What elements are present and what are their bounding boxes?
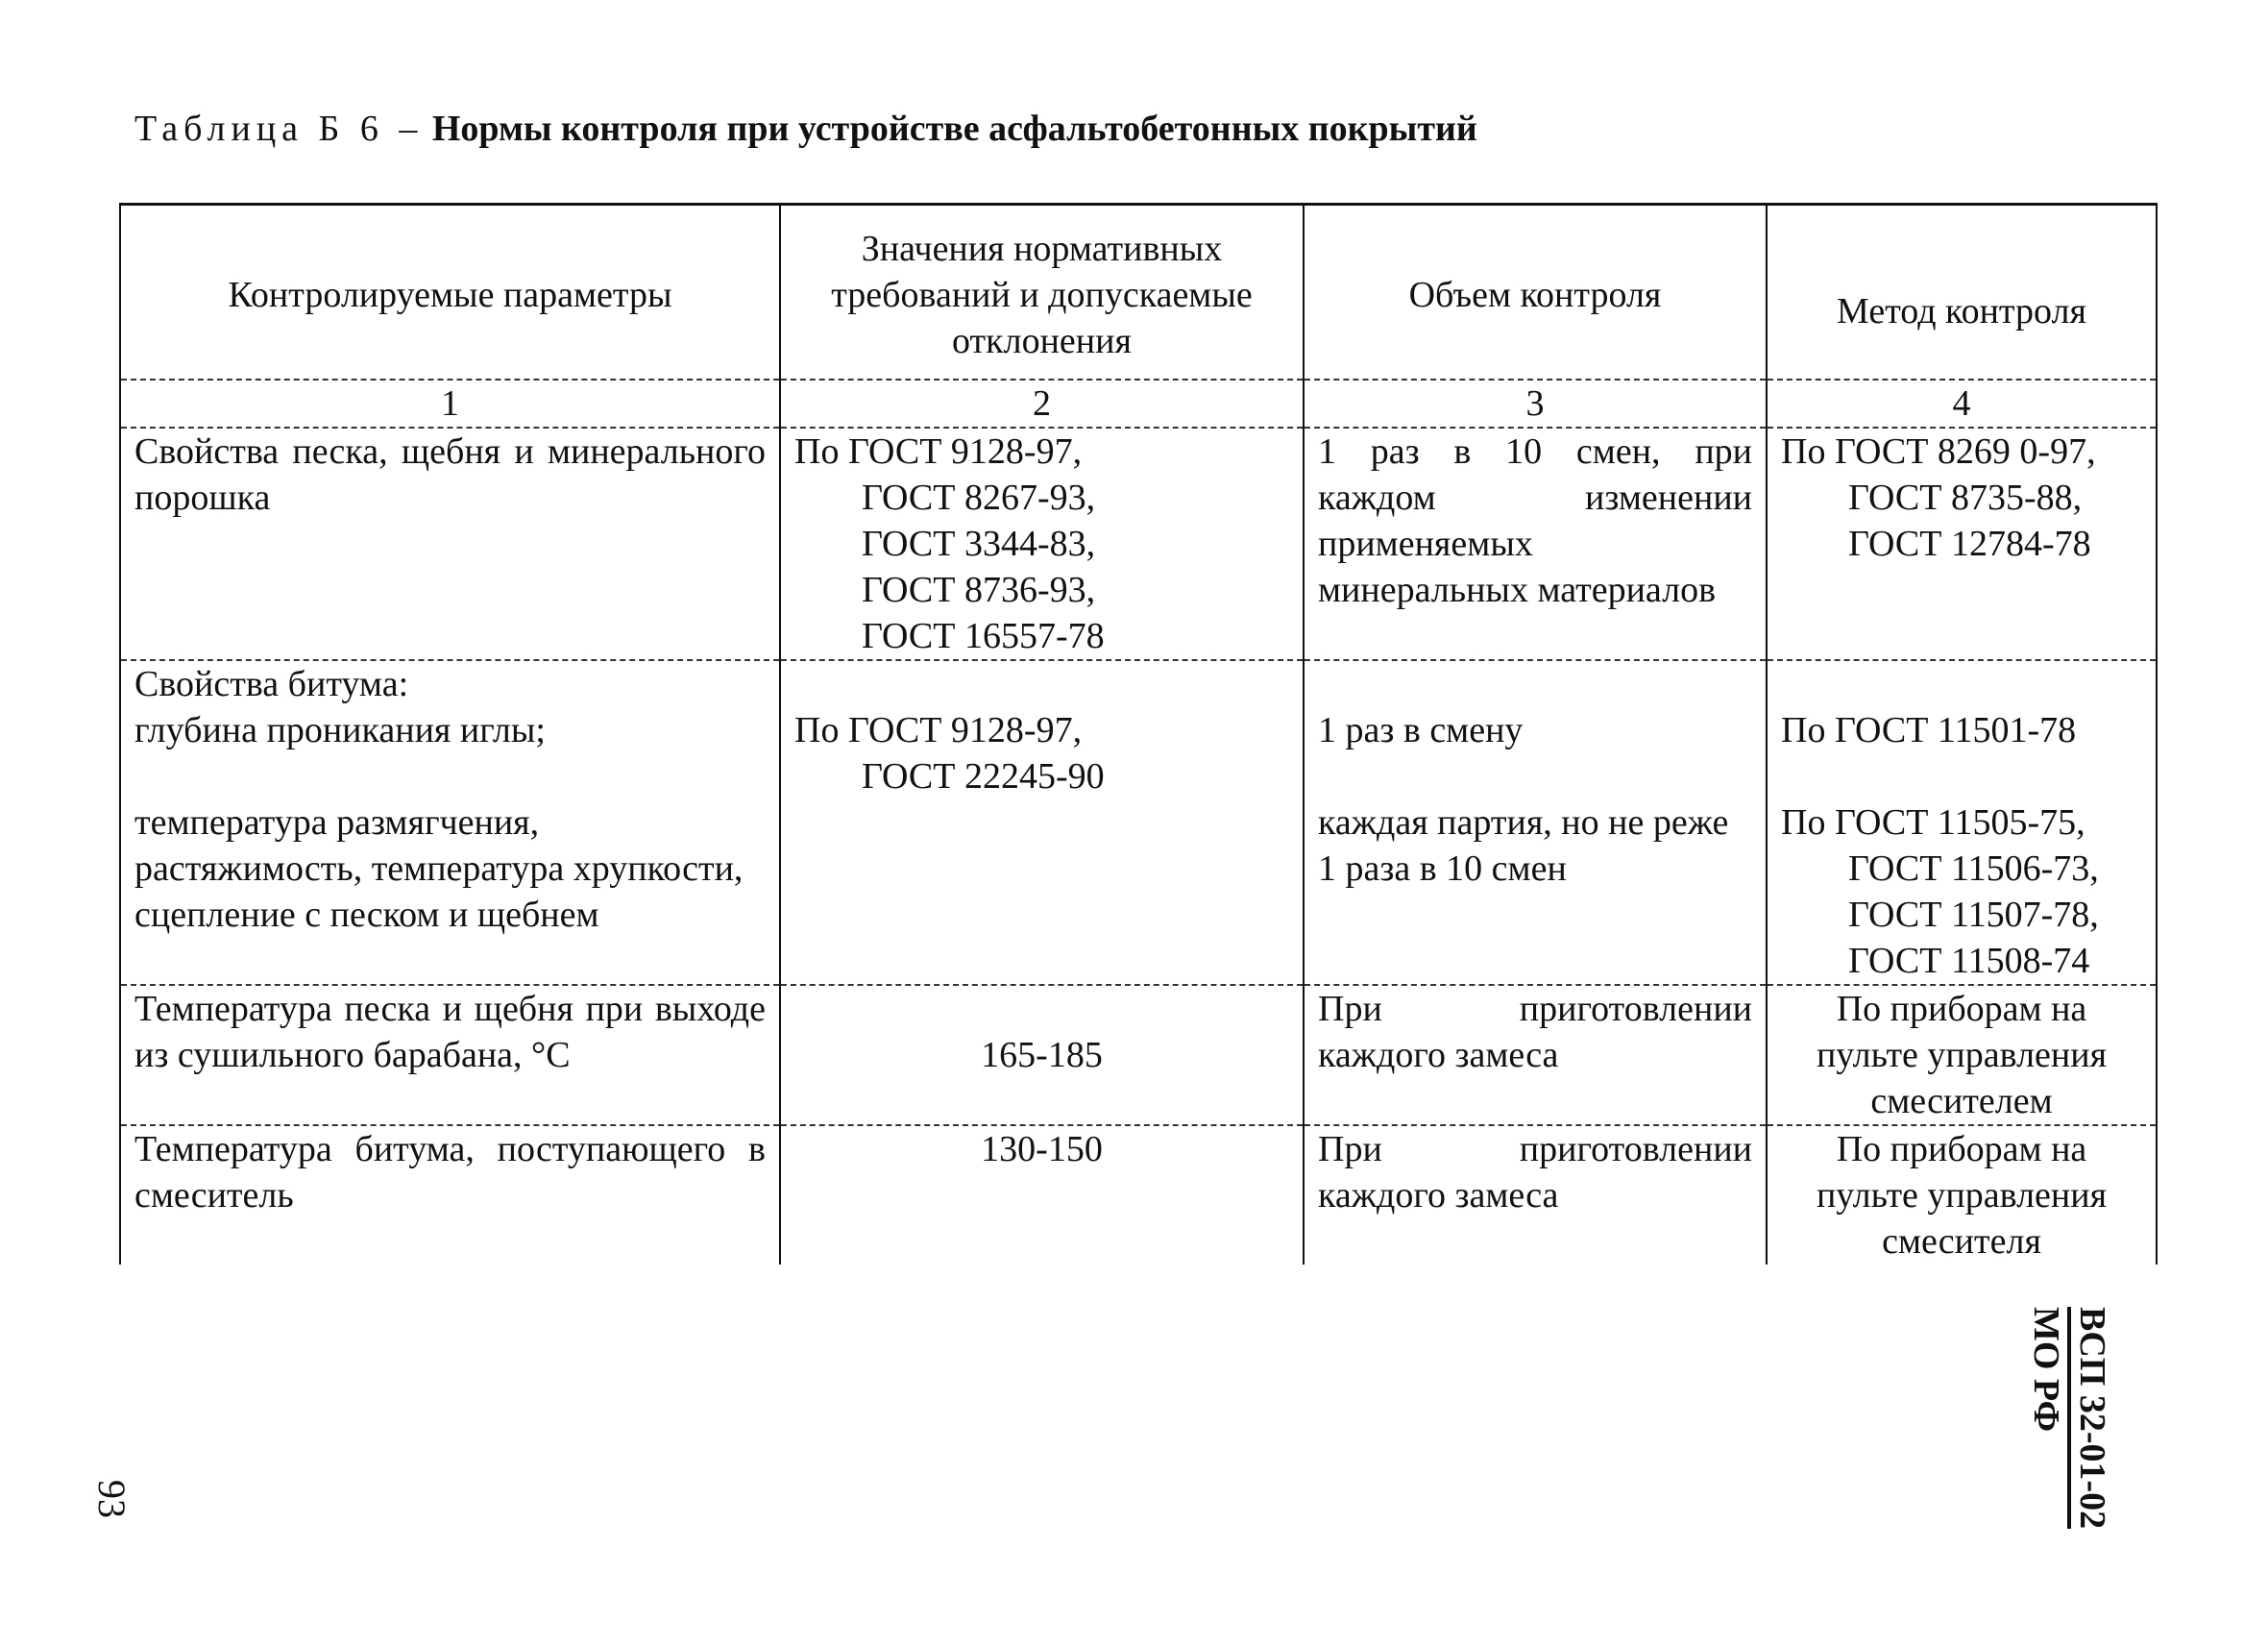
row-volume: При приготовлении каждого замеса <box>1304 1125 1767 1265</box>
header-parameters: Контролируемые параметры <box>120 205 780 381</box>
requirement-line: ГОСТ 8736-93, <box>862 570 1096 610</box>
row-volume: При приготовлении каждого замеса <box>1304 985 1767 1125</box>
row-parameter: Температура битума, поступающего в смеситель <box>120 1125 780 1265</box>
requirement-line: По ГОСТ 9128-97, <box>794 431 1083 472</box>
row-method <box>1767 660 2157 985</box>
method-line: ГОСТ 11506-73, <box>1848 848 2099 889</box>
requirement-line: ГОСТ 3344-83, <box>862 524 1096 564</box>
parameter-item: глубина проникания иглы; <box>134 710 546 750</box>
row-requirements: 130-150 <box>780 1125 1304 1265</box>
volume-item: 1 раз в смену <box>1318 710 1524 750</box>
caption-title: Нормы контроля при устройстве асфальтобетонных покрытий <box>431 109 1477 149</box>
column-number: 4 <box>1767 380 2157 428</box>
column-number: 3 <box>1304 380 1767 428</box>
method-item: По ГОСТ 11501-78 <box>1781 710 2077 750</box>
table-row <box>120 985 2157 1125</box>
table-row <box>120 428 2157 660</box>
method-line: ГОСТ 12784-78 <box>1848 524 2091 564</box>
row-volume <box>1304 660 1767 985</box>
requirement-line: По ГОСТ 9128-97, <box>794 710 1083 750</box>
column-number: 1 <box>120 380 780 428</box>
document-code-line: МО РФ <box>2026 1307 2066 1433</box>
row-method: По приборам на пульте управления смесителем <box>1767 985 2157 1125</box>
method-line: По ГОСТ 11505-75, <box>1781 802 2085 843</box>
row-requirements <box>780 660 1304 985</box>
method-line: ГОСТ 11507-78, <box>1848 895 2099 935</box>
page-number: 93 <box>90 1480 134 1518</box>
requirement-value: 165-185 <box>981 1035 1103 1075</box>
column-number-row <box>120 380 2157 428</box>
method-line: ГОСТ 11508-74 <box>1848 941 2090 981</box>
row-requirements <box>780 428 1304 660</box>
row-parameter: Температура песка и щебня при выходе из сушильного барабана, °C <box>120 985 780 1125</box>
row-method <box>1767 428 2157 660</box>
header-row <box>120 205 2157 381</box>
table-caption <box>134 108 1477 150</box>
table-row <box>120 660 2157 985</box>
header-requirements: Значения нормативных требований и допускаемые отклонения <box>780 205 1304 381</box>
requirement-line: ГОСТ 16557-78 <box>862 616 1105 656</box>
row-requirements <box>780 985 1304 1125</box>
document-code <box>2025 1307 2113 1529</box>
method-line: ГОСТ 8735-88, <box>1848 478 2083 518</box>
parameter-item: температура размягчения, растяжимость, температура хрупкости, сцепление с песком и щебнем <box>134 802 744 935</box>
volume-item: каждая партия, но не реже 1 раза в 10 смен <box>1318 802 1729 889</box>
row-parameter: Свойства песка, щебня и минерального порошка <box>120 428 780 660</box>
caption-label: Таблица Б 6 – <box>134 109 424 149</box>
document-code-line: ВСП 32-01-02 <box>2067 1307 2113 1529</box>
requirement-line: ГОСТ 8267-93, <box>862 478 1096 518</box>
header-method: Метод контроля <box>1767 205 2157 381</box>
column-number: 2 <box>780 380 1304 428</box>
table-row <box>120 1125 2157 1265</box>
row-volume: 1 раз в 10 смен, при каждом изменении применяемых минеральных материалов <box>1304 428 1767 660</box>
header-volume: Объем контроля <box>1304 205 1767 381</box>
requirement-line: ГОСТ 22245-90 <box>862 756 1105 797</box>
row-method: По приборам на пульте управления смесителя <box>1767 1125 2157 1265</box>
parameter-title: Свойства битума: <box>134 664 409 704</box>
norms-table <box>119 203 2158 1265</box>
method-line: По ГОСТ 8269 0-97, <box>1781 431 2096 472</box>
row-parameter <box>120 660 780 985</box>
